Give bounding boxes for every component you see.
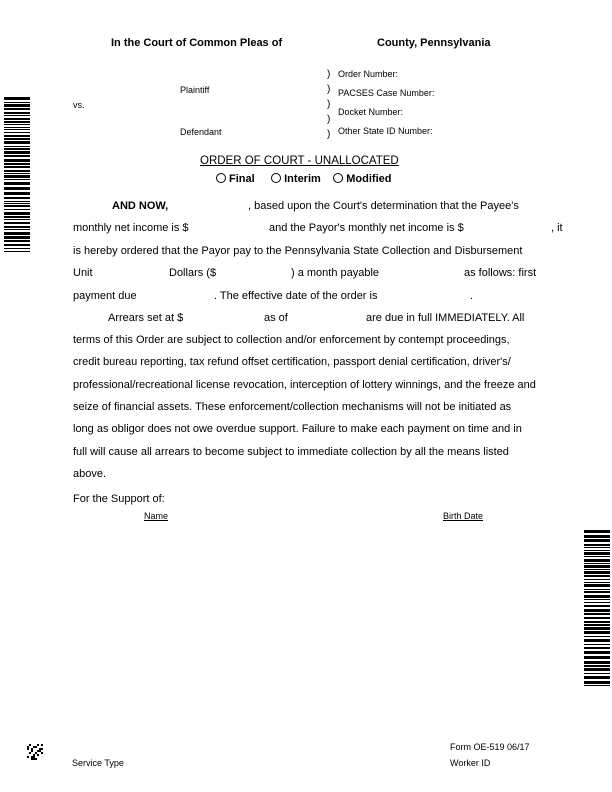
barcode-stripe <box>4 159 30 162</box>
vs-label: vs. <box>73 100 85 110</box>
barcode-stripe <box>584 556 610 557</box>
barcode-stripe <box>584 605 610 607</box>
barcode-stripe <box>584 631 610 634</box>
p2-line7: full will cause all arrears to become subject to immediate collection by all the means listed <box>73 446 509 458</box>
qr-module <box>29 752 31 754</box>
order-type-options <box>216 169 391 187</box>
barcode-stripe <box>584 676 610 679</box>
barcode-stripe <box>4 236 30 239</box>
bracket-divider: ) ) ) ) ) <box>327 69 331 140</box>
barcode-stripe <box>584 559 610 562</box>
radio-interim-label: Interim <box>284 173 321 185</box>
barcode-stripe <box>584 624 610 626</box>
barcode-stripe <box>4 166 30 168</box>
barcode-stripe <box>4 141 30 144</box>
left-barcode <box>4 97 30 253</box>
p2-line4: professional/recreational license revocation, interception of lottery winnings, and the freeze and <box>73 379 536 391</box>
qr-module <box>39 750 41 752</box>
barcode-stripe <box>584 539 610 542</box>
name-column-header: Name <box>144 511 169 521</box>
qr-module <box>41 752 43 754</box>
qr-module <box>33 758 35 760</box>
worker-id-label: Worker ID <box>450 758 491 768</box>
qr-module <box>37 750 39 752</box>
p1-line5b: . The effective date of the order is <box>214 290 378 302</box>
barcode-stripe <box>584 673 610 674</box>
qr-module <box>33 754 35 756</box>
barcode-stripe <box>584 582 610 583</box>
qr-module <box>41 744 43 746</box>
barcode-stripe <box>584 547 610 548</box>
barcode-stripe <box>4 226 30 228</box>
barcode-stripe <box>4 216 30 218</box>
barcode-stripe <box>4 212 30 215</box>
barcode-stripe <box>4 209 30 210</box>
qr-module <box>35 758 37 760</box>
radio-interim[interactable] <box>271 173 321 185</box>
barcode-stripe <box>4 205 30 207</box>
barcode-stripe <box>4 197 30 199</box>
barcode-stripe <box>584 665 610 667</box>
barcode-stripe <box>4 175 30 178</box>
other-state-id-field: Other State ID Number: <box>338 126 433 136</box>
barcode-stripe <box>4 244 30 246</box>
p1-line1: , based upon the Court's determination that the Payee's <box>248 200 519 212</box>
p1-line2c: , it <box>551 222 563 234</box>
barcode-stripe <box>584 639 610 642</box>
order-number-field: Order Number: <box>338 69 399 79</box>
barcode-stripe <box>4 132 30 133</box>
barcode-stripe <box>4 201 30 202</box>
barcode-stripe <box>584 661 610 664</box>
barcode-stripe <box>4 135 30 137</box>
qr-module <box>37 744 39 746</box>
barcode-stripe <box>4 229 30 230</box>
barcode-stripe <box>584 599 610 600</box>
barcode-stripe <box>4 222 30 224</box>
county-heading: County, Pennsylvania <box>377 37 491 49</box>
qr-module <box>27 746 29 748</box>
barcode-stripe <box>584 627 610 630</box>
and-now-text: AND NOW, <box>112 200 169 212</box>
radio-circle-icon <box>333 173 343 183</box>
barcode-stripe <box>4 173 30 174</box>
service-type-label: Service Type <box>72 758 124 768</box>
p1-line5a: payment due <box>73 290 137 302</box>
barcode-stripe <box>584 651 610 654</box>
court-heading: In the Court of Common Pleas of <box>111 37 283 49</box>
barcode-stripe <box>4 187 30 190</box>
barcode-stripe <box>4 182 30 185</box>
p2-line1b: as of <box>264 312 288 324</box>
barcode-stripe <box>4 248 30 249</box>
barcode-stripe <box>584 602 610 603</box>
radio-final-label: Final <box>229 173 255 185</box>
qr-module <box>31 758 33 760</box>
barcode-stripe <box>4 151 30 154</box>
right-barcode <box>584 530 610 686</box>
radio-modified-label: Modified <box>346 173 392 185</box>
radio-final[interactable] <box>216 173 255 185</box>
barcode-stripe <box>4 129 30 130</box>
barcode-stripe <box>584 609 610 612</box>
barcode-stripe <box>4 121 30 123</box>
barcode-stripe <box>4 192 30 195</box>
qr-module <box>33 756 35 758</box>
barcode-stripe <box>584 617 610 619</box>
barcode-stripe <box>584 636 610 637</box>
barcode-stripe <box>584 544 610 546</box>
barcode-stripe <box>584 656 610 659</box>
qr-module <box>31 748 33 750</box>
barcode-stripe <box>584 550 610 551</box>
p2-line5: seize of financial assets. These enforcement/collection mechanisms will not be initiated as <box>73 401 512 413</box>
p1-line4b: Dollars ($ <box>169 267 217 279</box>
barcode-stripe <box>4 251 30 252</box>
barcode-stripe <box>584 563 610 564</box>
qr-module <box>31 756 33 758</box>
qr-module <box>41 748 43 750</box>
p2-line6: long as obligor does not owe overdue support. Failure to make each payment on time and in <box>73 423 522 435</box>
qr-module <box>35 752 37 754</box>
barcode-stripe <box>584 584 610 587</box>
plaintiff-label: Plaintiff <box>180 85 210 95</box>
qr-module <box>33 746 35 748</box>
barcode-stripe <box>584 571 610 574</box>
qr-module <box>29 744 31 746</box>
qr-module <box>27 748 29 750</box>
p1-line2b: and the Payor's monthly net income is $ <box>269 222 464 234</box>
barcode-stripe <box>4 115 30 116</box>
p1-line5c: . <box>470 290 474 302</box>
barcode-stripe <box>584 565 610 568</box>
docket-number-field: Docket Number: <box>338 107 404 117</box>
form-number: Form OE-519 06/17 <box>450 742 530 752</box>
p1-line4a: Unit <box>73 267 93 279</box>
barcode-stripe <box>584 575 610 577</box>
barcode-stripe <box>4 148 30 150</box>
qr-module <box>31 750 33 752</box>
barcode-stripe <box>4 124 30 125</box>
barcode-stripe <box>4 102 30 103</box>
qr-module <box>27 756 29 758</box>
p2-line1c: are due in full IMMEDIATELY. All <box>366 312 525 324</box>
p1-line2a: monthly net income is $ <box>73 222 189 234</box>
barcode-stripe <box>584 681 610 684</box>
barcode-stripe <box>584 647 610 649</box>
barcode-stripe <box>584 552 610 555</box>
barcode-stripe <box>4 170 30 172</box>
p1-line4d: as follows: first <box>464 267 537 279</box>
barcode-stripe <box>584 644 610 645</box>
barcode-stripe <box>584 621 610 623</box>
birth-date-column-header: Birth Date <box>443 511 484 521</box>
pacses-case-number-field: PACSES Case Number: <box>338 88 435 98</box>
radio-circle-icon <box>216 173 226 183</box>
barcode-stripe <box>584 591 610 593</box>
barcode-stripe <box>4 118 30 120</box>
barcode-stripe <box>584 613 610 615</box>
barcode-stripe <box>584 535 610 538</box>
support-label: For the Support of: <box>73 493 165 505</box>
barcode-stripe <box>4 127 30 128</box>
barcode-stripe <box>4 232 30 235</box>
barcode-stripe <box>4 97 30 100</box>
p2-line1a: Arrears set at $ <box>108 312 184 324</box>
barcode-stripe <box>4 203 30 204</box>
p2-line8: above. <box>73 468 107 480</box>
order-title: ORDER OF COURT - UNALLOCATED <box>200 155 399 167</box>
qr-module <box>39 748 41 750</box>
barcode-stripe <box>4 179 30 180</box>
qr-module <box>37 754 39 756</box>
qr-module <box>35 746 37 748</box>
p1-line4c: ) a month payable <box>291 267 380 279</box>
barcode-stripe <box>4 112 30 114</box>
defendant-label: Defendant <box>180 127 222 137</box>
barcode-stripe <box>584 530 610 533</box>
barcode-stripe <box>584 569 610 570</box>
barcode-stripe <box>584 579 610 580</box>
barcode-stripe <box>4 104 30 107</box>
qr-code <box>27 744 44 761</box>
barcode-stripe <box>4 155 30 157</box>
barcode-stripe <box>4 108 30 110</box>
barcode-stripe <box>584 589 610 590</box>
radio-circle-icon <box>271 173 281 183</box>
barcode-stripe <box>584 685 610 686</box>
barcode-stripe <box>4 163 30 165</box>
p2-line2: terms of this Order are subject to collection and/or enforcement by contempt proceedings, <box>73 334 510 346</box>
barcode-stripe <box>4 138 30 140</box>
barcode-stripe <box>584 595 610 598</box>
radio-modified[interactable] <box>333 173 391 185</box>
barcode-stripe <box>4 146 30 147</box>
barcode-stripe <box>584 668 610 671</box>
p1-line3: is hereby ordered that the Payor pay to the Pennsylvania State Collection and Disbursement <box>73 245 523 257</box>
barcode-stripe <box>4 240 30 242</box>
barcode-stripe <box>4 219 30 220</box>
p2-line3: credit bureau reporting, tax refund offset certification, passport denial certification, driver's/ <box>73 356 511 368</box>
